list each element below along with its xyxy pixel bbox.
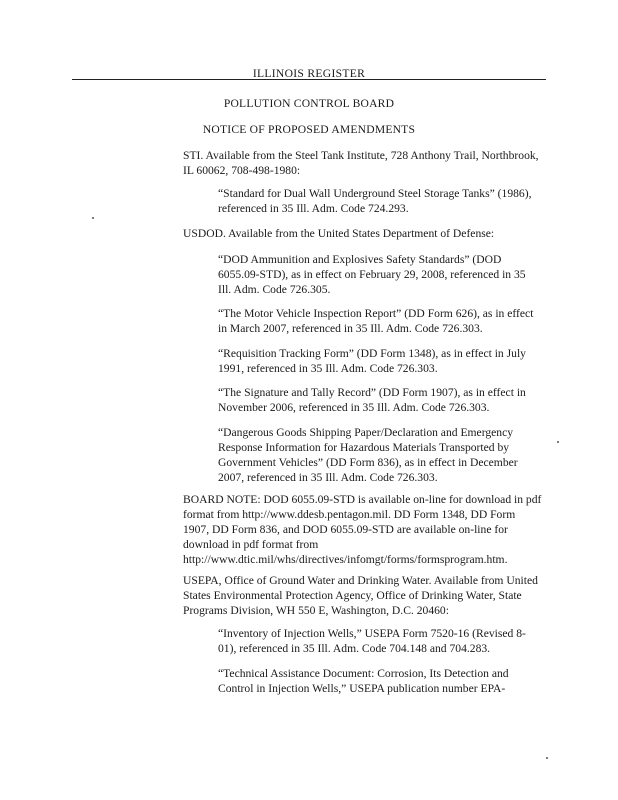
usdod-reference: “DOD Ammunition and Explosives Safety Standards” (DOD 6055.09-STD), as in effect on February 29, 2008, referenced in 35 Ill. Adm. Code 726.305. xyxy=(218,253,526,296)
scan-speck xyxy=(546,757,548,759)
header-rule xyxy=(72,79,546,80)
notice-title: NOTICE OF PROPOSED AMENDMENTS xyxy=(202,123,416,136)
scan-speck xyxy=(92,217,94,219)
usdod-reference: “Dangerous Goods Shipping Paper/Declaration and Emergency Response Information for Hazardous Materials Transported by Government Vehicles” (DD Form 836), as in effect in December 2007, referenced in 35 Ill. Adm. Code 726.303. xyxy=(218,426,518,484)
board-name: POLLUTION CONTROL BOARD xyxy=(223,97,395,110)
sti-reference: “Standard for Dual Wall Underground Steel Storage Tanks” (1986), referenced in 35 Ill. Adm. Code 724.293. xyxy=(218,187,532,215)
scan-speck xyxy=(557,441,559,443)
usdod-entry: USDOD. Available from the United States Department of Defense: xyxy=(183,227,495,240)
usepa-entry: USEPA, Office of Ground Water and Drinking Water. Available from United States Environmental Protection Agency, Office of Drinking Water, State Programs Division, WH 550 E, Washington, D.C. 20460: xyxy=(183,574,538,617)
usepa-reference: “Technical Assistance Document: Corrosion, Its Detection and Control in Injection Wells,” USEPA publication number EPA- xyxy=(218,667,509,695)
usdod-reference: “Requisition Tracking Form” (DD Form 1348), as in effect in July 1991, referenced in 35 Ill. Adm. Code 726.303. xyxy=(218,347,526,375)
register-title: ILLINOIS REGISTER xyxy=(252,67,366,80)
board-note: BOARD NOTE: DOD 6055.09-STD is available on-line for download in pdf format from http://www.ddesb.pentagon.mil. DD Form 1348, DD Form 1907, DD Form 836, and DOD 6055.09-STD are available on-line for download in pdf format from http://www.dtic.mil/whs/directives/infomgt/forms/formsprogram.htm. xyxy=(183,493,542,566)
sti-entry: STI. Available from the Steel Tank Institute, 728 Anthony Trail, Northbrook, IL 60062, 708-498-1980: xyxy=(183,149,539,177)
usdod-reference: “The Signature and Tally Record” (DD Form 1907), as in effect in November 2006, referenced in 35 Ill. Adm. Code 726.303. xyxy=(218,386,526,414)
usdod-reference: “The Motor Vehicle Inspection Report” (DD Form 626), as in effect in March 2007, referenced in 35 Ill. Adm. Code 726.303. xyxy=(218,307,534,335)
usepa-reference: “Inventory of Injection Wells,” USEPA Form 7520-16 (Revised 8-01), referenced in 35 Ill. Adm. Code 704.148 and 704.283. xyxy=(218,627,526,655)
